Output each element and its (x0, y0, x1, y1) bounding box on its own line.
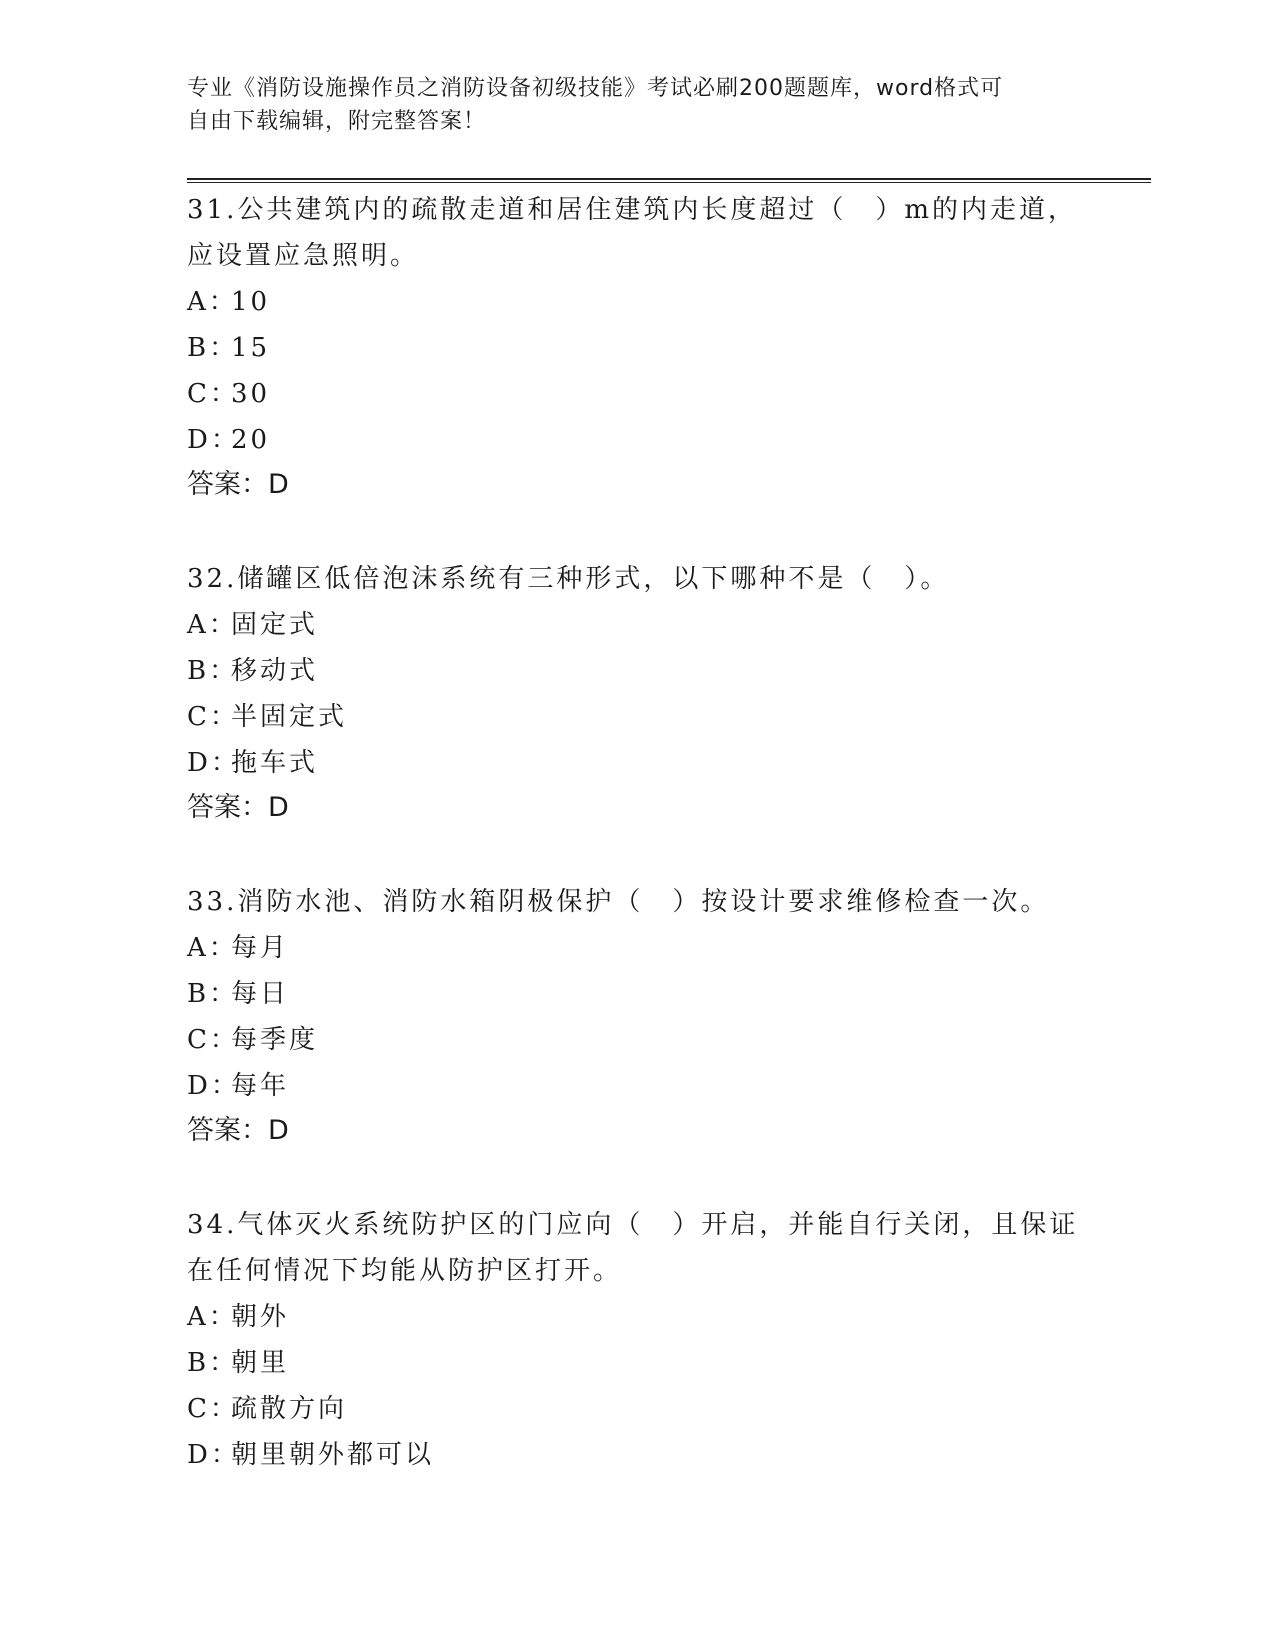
question-list (187, 187, 1087, 1478)
option-label: C： (187, 1025, 239, 1055)
header-divider-thick (187, 178, 1151, 180)
option-b (187, 971, 1087, 1017)
option-label: D： (187, 425, 240, 455)
option-label: D： (187, 1071, 240, 1101)
option-d (187, 740, 1087, 786)
answer-line: 答案：D (187, 1115, 289, 1146)
option-label: B： (187, 656, 239, 686)
option-label: A： (187, 1302, 238, 1332)
option-text: 疏散方向 (231, 1394, 348, 1424)
option-text: 固定式 (231, 610, 319, 640)
header-divider-thin (187, 182, 1151, 183)
answer-line: 答案：D (187, 469, 289, 500)
question-stem: 33.消防水池、消防水箱阴极保护（ ）按设计要求维修检查一次。 (187, 887, 1050, 917)
question-spacer (187, 1153, 1087, 1202)
header-line-1: 专业《消防设施操作员之消防设备初级技能》考试必刷200题题库，word格式可 (187, 76, 1004, 101)
option-label: D： (187, 748, 240, 778)
option-text: 移动式 (231, 656, 319, 686)
option-label: C： (187, 702, 239, 732)
option-label: D： (187, 1440, 240, 1470)
question-stem: 34.气体灭火系统防护区的门应向（ ）开启，并能自行关闭，且保证在任何情况下均能从防护区打开。 (187, 1210, 1079, 1286)
option-text: 10 (231, 287, 271, 317)
option-a (187, 1294, 1087, 1340)
option-c (187, 1386, 1087, 1432)
option-label: A： (187, 610, 238, 640)
question-spacer (187, 507, 1087, 556)
option-text: 每季度 (231, 1025, 319, 1055)
option-d (187, 417, 1087, 463)
option-b (187, 325, 1087, 371)
option-text: 朝里朝外都可以 (231, 1440, 435, 1470)
question-33 (187, 879, 1087, 1153)
option-label: A： (187, 287, 238, 317)
option-text: 拖车式 (231, 748, 319, 778)
question-31 (187, 187, 1087, 507)
option-b (187, 648, 1087, 694)
question-stem: 32.储罐区低倍泡沫系统有三种形式，以下哪种不是（ ）。 (187, 564, 950, 594)
question-stem: 31.公共建筑内的疏散走道和居住建筑内长度超过（ ）m的内走道，应设置应急照明。 (187, 195, 1078, 271)
option-label: B： (187, 1348, 239, 1378)
option-b (187, 1340, 1087, 1386)
option-a (187, 279, 1087, 325)
option-c (187, 371, 1087, 417)
option-label: C： (187, 1394, 239, 1424)
option-a (187, 602, 1087, 648)
option-text: 朝外 (231, 1302, 290, 1332)
question-34 (187, 1202, 1087, 1478)
option-text: 20 (231, 425, 271, 455)
document-header (187, 72, 1067, 138)
header-line-2: 自由下载编辑，附完整答案！ (187, 109, 487, 134)
option-d (187, 1432, 1087, 1478)
option-text: 每年 (231, 1071, 290, 1101)
option-c (187, 694, 1087, 740)
option-text: 半固定式 (231, 702, 348, 732)
option-c (187, 1017, 1087, 1063)
question-32 (187, 556, 1087, 830)
option-label: B： (187, 979, 239, 1009)
option-text: 每月 (231, 933, 290, 963)
option-text: 30 (231, 379, 271, 409)
option-label: A： (187, 933, 238, 963)
option-text: 朝里 (231, 1348, 290, 1378)
option-d (187, 1063, 1087, 1109)
answer-line: 答案：D (187, 792, 289, 823)
question-spacer (187, 830, 1087, 879)
option-text: 15 (231, 333, 271, 363)
option-a (187, 925, 1087, 971)
option-label: C： (187, 379, 239, 409)
option-text: 每日 (231, 979, 290, 1009)
option-label: B： (187, 333, 239, 363)
